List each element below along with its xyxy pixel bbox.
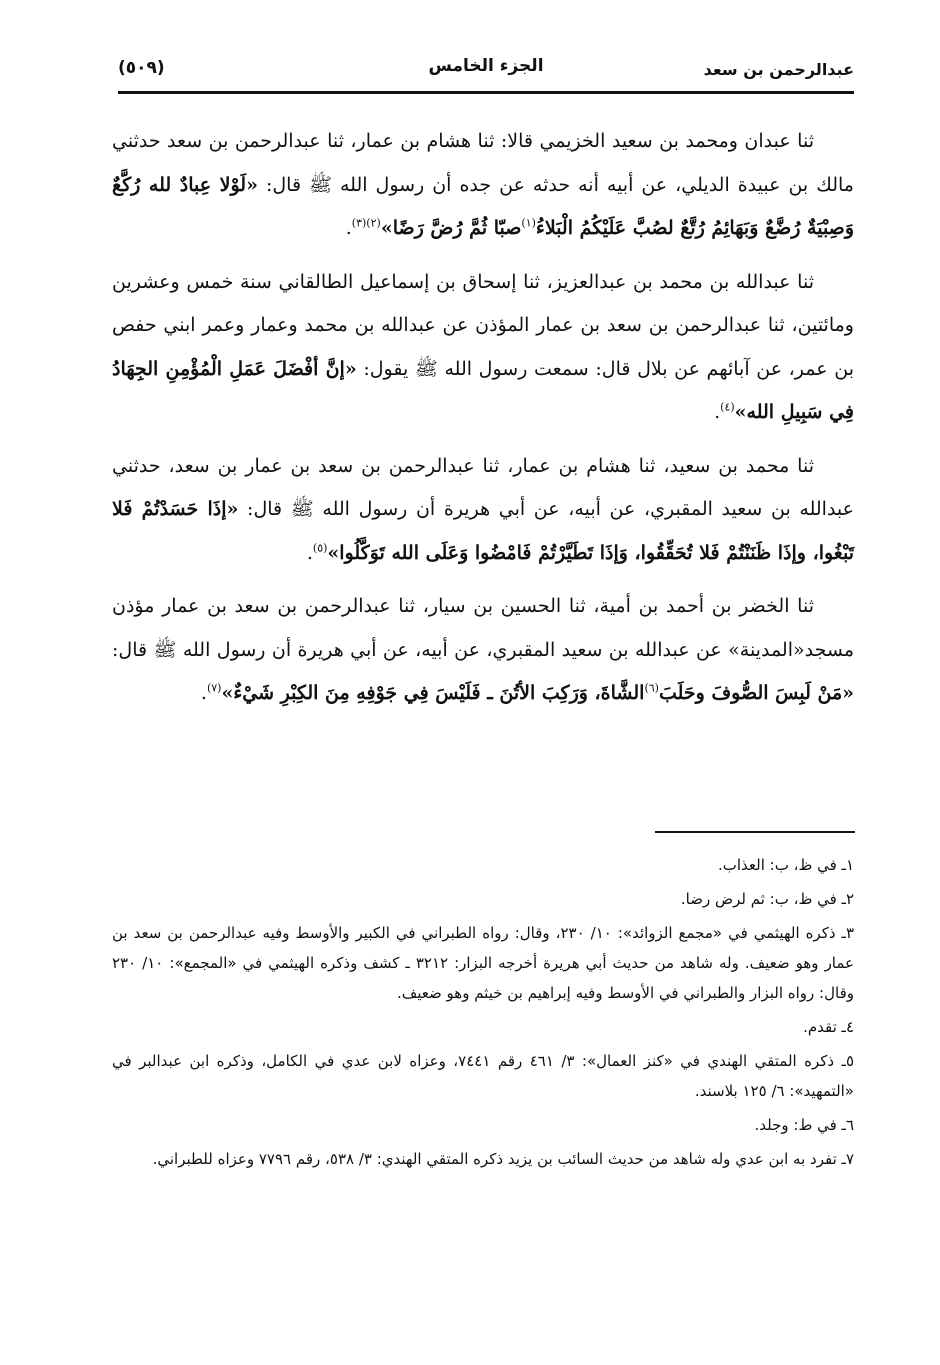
isnad-text: ثنا محمد بن سعيد، ثنا هشام بن عمار، ثنا عبدالرحمن بن سعد بن عمار بن سعد، حدثني عبدالله بن سعيد المقبري، عن أبيه، عن أبي هريرة أن رسول الله ﷺ قال: (112, 454, 854, 520)
footnote-marker: (٥) (312, 541, 328, 555)
hadith-text: «إنَّ أفْضَلَ عَمَلِ الْمُؤْمِنِ الجِهَادُ فِي سَبِيلِ الله» (112, 357, 854, 423)
sentence-end: . (714, 401, 721, 423)
footnote-4: ٤ـ تقدم. (803, 1018, 854, 1036)
sentence-end: . (306, 541, 313, 564)
hadith-text: الشَّاةَ، وَرَكِبَ الأتُنَ ـ فَلَيْسَ فِي جَوْفِهِ مِنَ الكِبْرِ شَيْءٌ» (221, 682, 645, 704)
isnad-text: ثنا عبدالله بن محمد بن عبدالعزيز، ثنا إسحاق بن إسماعيل الطالقاني سنة خمس وعشرين ومائتين، ثنا عبدالرحمن بن سعد بن عمار المؤذن عن عبدالله بن محمد وعمار وعمر ابني حفص بن عمر، عن آبائهم عن بلال قال: سمعت رسول الله ﷺ يقول: (112, 270, 854, 380)
paragraph-4 (112, 585, 854, 716)
isnad-text: ثنا عبدان ومحمد بن سعيد الخزيمي قالا: ثنا هشام بن عمار، ثنا عبدالرحمن بن سعد حدثني مالك بن عبيدة الديلي، عن أبيه أنه حدثه عن جده أن رسول الله ﷺ قال: (112, 130, 854, 196)
hadith-text: «مَنْ لَبِسَ الصُّوفَ وحَلَبَ (658, 682, 854, 704)
paragraph-1 (112, 120, 854, 251)
paragraph-2 (112, 261, 854, 435)
footnote-marker: (٤) (720, 400, 735, 414)
footnote-marker: (٧) (206, 681, 222, 695)
footnote-1: ١ـ في ظ، ب: العذاب. (718, 856, 854, 874)
footnote-marker: (١) (521, 216, 536, 230)
main-text (112, 120, 854, 726)
running-head-volume: الجزء الخامس (428, 56, 544, 76)
footnote-2: ٢ـ في ظ، ب: ثم لرض رضا. (680, 890, 854, 908)
footnote-7: ٧ـ تفرد به ابن عدي وله شاهد من حديث السائب بن يزيد ذكره المتقي الهندي: ٣/ ٥٣٨، رقم ٧٧٩٦ وعزاه للطبراني. (152, 1150, 854, 1168)
paragraph-3 (112, 445, 854, 576)
footnotes (112, 850, 854, 1178)
hadith-text: صبّا ثُمَّ رُضَّ رَضًا» (380, 217, 522, 239)
footnote-separator (655, 831, 855, 833)
hadith-text: «لَوْلا عِبادٌ لله رُكَّعٌ وَصِبْيَةٌ رُضَّعٌ وَبَهَائِمُ رُتَّعٌ لصُبَّ عَلَيْكُمُ الْبَلاءُ (112, 173, 854, 239)
sentence-end: . (200, 682, 207, 704)
page-number: (٥٠٩) (118, 58, 165, 78)
footnote-6: ٦ـ في ط: وجلد. (754, 1116, 854, 1134)
header-rule (118, 91, 854, 94)
footnote-marker: (٢)(٣) (351, 216, 381, 230)
footnote-3: ٣ـ ذكره الهيثمي في «مجمع الزوائد»: ١٠/ ٢٣٠، وقال: رواه الطبراني في الكبير والأوسط وفيه عبدالرحمن بن سعد بن عمار وهو ضعيف. وله شاهد من حديث أبي هريرة أخرجه البزار: ٣٢١٢ ـ كشف وذكره الهيثمي في «المجمع»: ١٠/ ٢٣٠ وقال: رواه البزار والطبراني في الأوسط وفيه إبراهيم بن خيثم وهو ضعيف. (112, 924, 855, 1002)
running-head-author: عبدالرحمن بن سعد (703, 60, 854, 79)
footnote-5: ٥ـ ذكره المتقي الهندي في «كنز العمال»: ٣/ ٤٦١ رقم ٧٤٤١، وعزاه لابن عدي في الكامل، وذكره ابن عبدالبر في «التمهيد»: ٦/ ١٢٥ بلاسند. (112, 1052, 854, 1100)
hadith-text: «إذَا حَسَدْتُمْ فَلا تَبْغُوا، وإذَا ظَنَنْتُمْ فَلا تُحَقِّقُوا، وَإذَا تَطَيَّرْتُمْ فَامْضُوا وَعَلَى الله تَوَكَّلُوا» (112, 498, 854, 564)
isnad-text: ثنا الخضر بن أحمد بن أمية، ثنا الحسين بن سيار، ثنا عبدالرحمن بن سعد بن عمار مؤذن مسجد«المدينة» عن عبدالله بن سعيد المقبري، عن أبيه، عن أبي هريرة أن رسول الله ﷺ قال: (112, 595, 854, 661)
page-header (118, 50, 854, 94)
footnote-marker: (٦) (644, 681, 659, 695)
sentence-end: . (345, 217, 352, 239)
